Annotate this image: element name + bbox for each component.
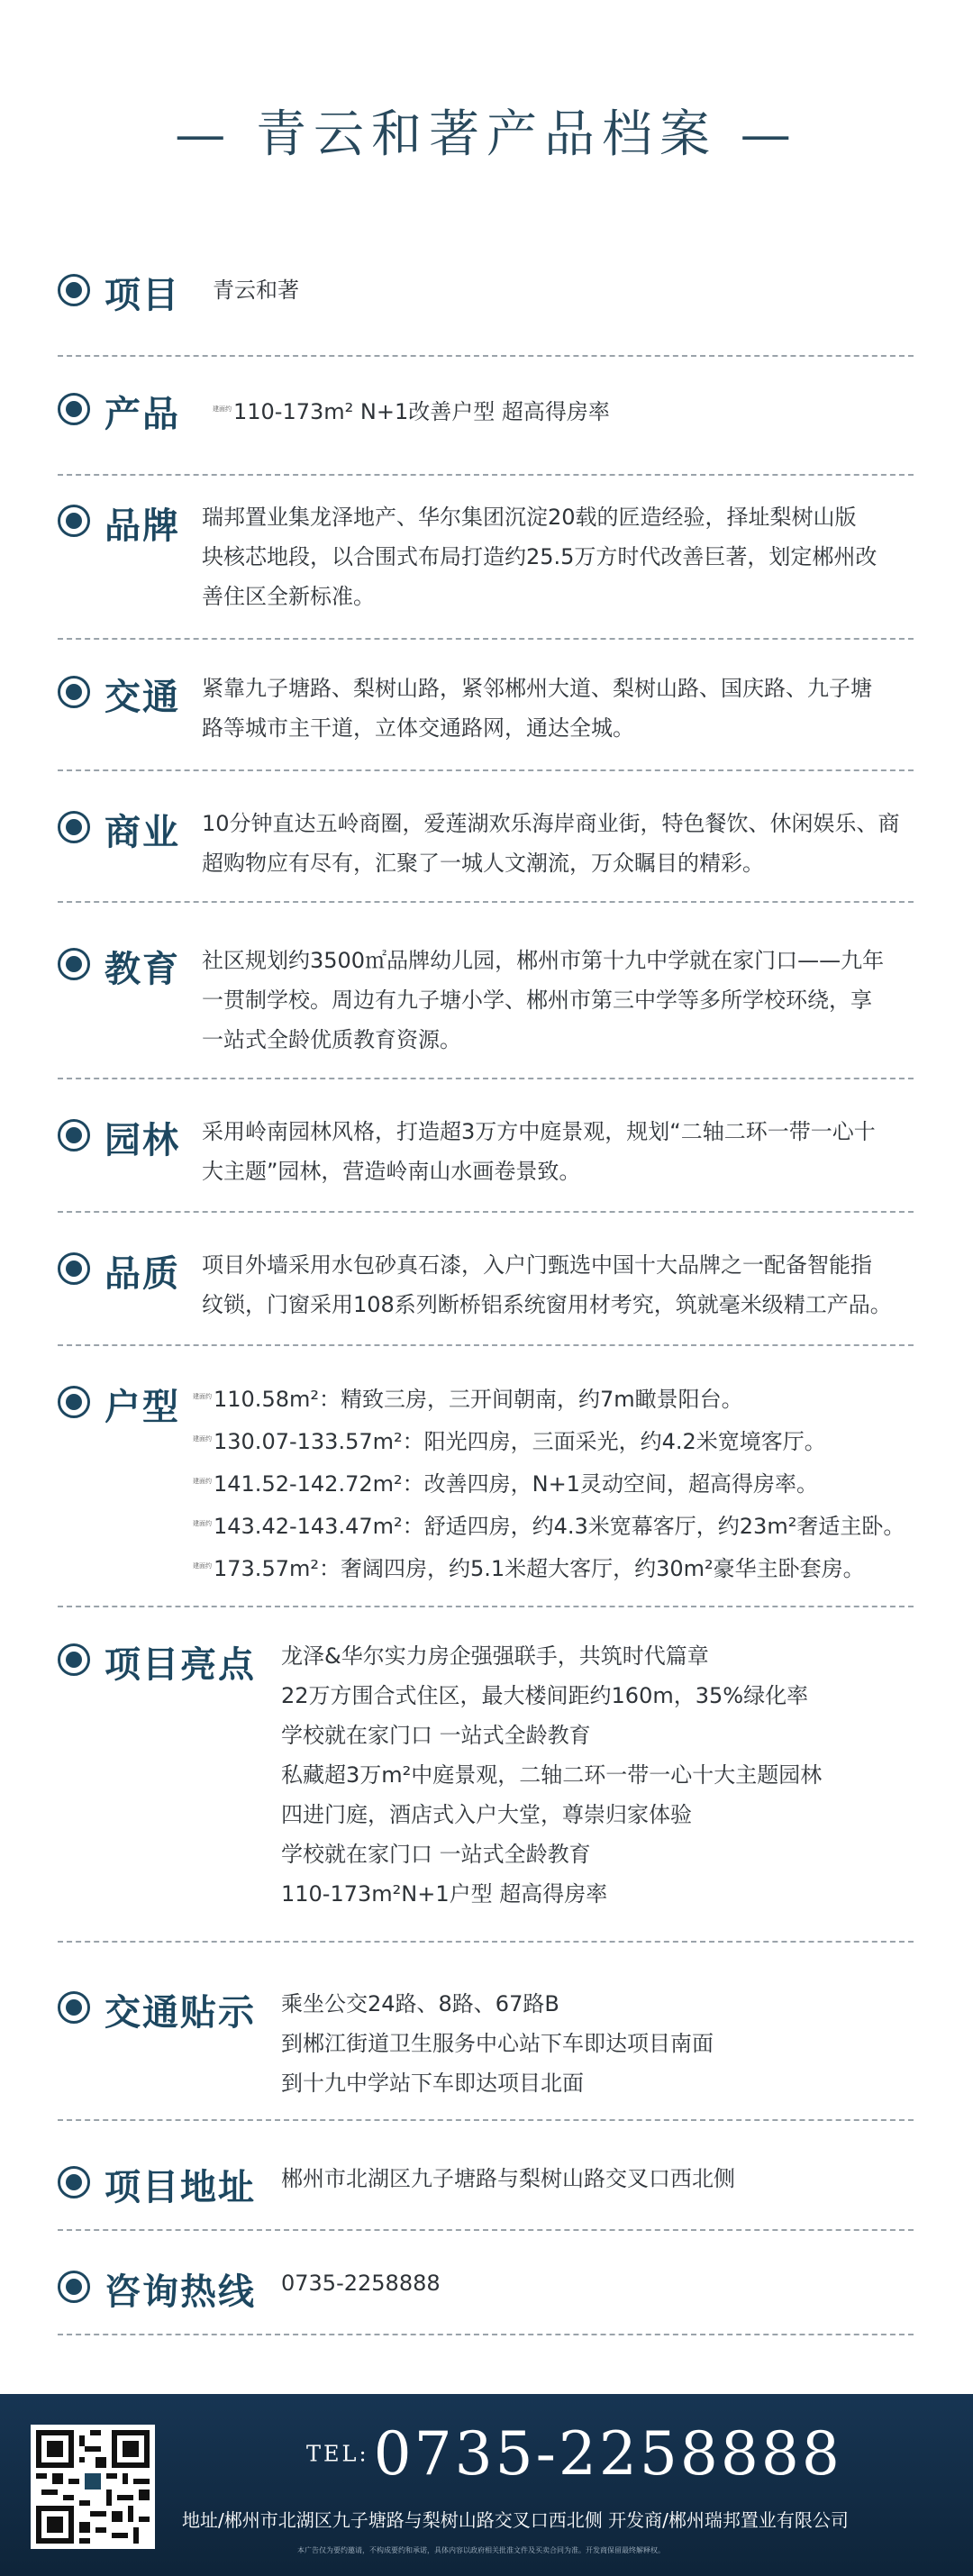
section-label: 教育 xyxy=(105,949,180,990)
section-label: 咨询热线 xyxy=(105,2271,256,2313)
divider xyxy=(58,2334,914,2335)
bullet-icon xyxy=(58,505,90,537)
tel-prefix: TEL: xyxy=(306,2441,369,2467)
divider xyxy=(58,901,914,903)
section-body: 龙泽&华尔实力房企强强联手，共筑时代篇章 22万方围合式住区，最大楼间距约160m，35%绿化率 学校就在家门口 一站式全龄教育 私藏超3万m²中庭景观，二轴二环一带一心十大主题园林 四进门庭，酒店式入户大堂，尊崇归家体验 学校就在家门口 一站式全龄教育 110-173m²N+1户型 超高得房率 xyxy=(281,1643,823,1907)
bullet-icon xyxy=(58,948,90,980)
section-label: 交通贴示 xyxy=(105,1992,256,2034)
section-label: 项目亮点 xyxy=(105,1644,256,1686)
section-body: 瑞邦置业集龙泽地产、华尔集团沉淀20载的匠造经验，择址梨树山版 块核芯地段，以合围式布局打造约25.5万方时代改善巨著，划定郴州改 善住区全新标准。 xyxy=(202,505,878,609)
section-body: $^{建面约}$110.58m²：精致三房，三开间朝南，约7m瞰景阳台。 $^{建面约}$130.07-133.57m²：阳光四房，三面采光，约4.2米宽境客厅。 $^{建面约}$141.52-142.72m²：改善四房，N+1灵动空间，超高得房率。 $^{建面约}$143.42-143.47m²：舒适四房，约4.3米宽幕客厅，约23m²奢适主卧。 $^{建面约}$173.57m²：奢阔四房，约5.1米超大客厅，约30m²豪华主卧套房。 xyxy=(193,1387,905,1581)
bullet-icon xyxy=(58,1386,90,1418)
bullet-icon xyxy=(58,1643,90,1676)
section-body: 紧靠九子塘路、梨树山路，紧邻郴州大道、梨树山路、国庆路、九子塘 路等城市主干道，立体交通路网，通达全城。 xyxy=(202,676,872,741)
bullet-icon xyxy=(58,393,90,425)
section-label: 项目地址 xyxy=(105,2167,256,2208)
tel-line[interactable] xyxy=(306,2419,842,2489)
bullet-icon xyxy=(58,811,90,843)
divider xyxy=(58,2229,914,2231)
divider xyxy=(58,1941,914,1943)
section-label: 商业 xyxy=(105,812,180,853)
divider xyxy=(58,474,914,476)
footer-disclaimer: 本广告仅为要约邀请，不构成要约和承诺，具体内容以政府相关批准文件及买卖合同为准。开发商保留最终解释权。 xyxy=(297,2546,665,2554)
bullet-icon xyxy=(58,2166,90,2198)
bullet-icon xyxy=(58,1991,90,2024)
section-body: 乘坐公交24路、8路、67路B 到郴江街道卫生服务中心站下车即达项目南面 到十九中学站下车即达项目北面 xyxy=(281,1991,714,2096)
divider xyxy=(58,1211,914,1213)
footer-banner xyxy=(0,2394,973,2576)
section-label: 交通 xyxy=(105,677,180,718)
section-label: 园林 xyxy=(105,1120,180,1161)
section-label: 项目 xyxy=(105,275,180,316)
section-body: 社区规划约3500㎡品牌幼儿园，郴州市第十九中学就在家门口——九年 一贯制学校。周边有九子塘小学、郴州市第三中学等多所学校环绕，享 一站式全龄优质教育资源。 xyxy=(202,948,885,1052)
section-label: 户型 xyxy=(105,1387,180,1428)
section-label: 产品 xyxy=(105,394,180,435)
divider xyxy=(58,1078,914,1079)
bullet-icon xyxy=(58,2271,90,2303)
divider xyxy=(58,1606,914,1607)
section-body: 项目外墙采用水包砂真石漆，入户门甄选中国十大品牌之一配备智能指 纹锁，门窗采用108系列断桥铝系统窗用材考究，筑就毫米级精工产品。 xyxy=(202,1252,892,1317)
page-title: — 青云和著产品档案 — xyxy=(175,105,798,164)
section-body: 0735-2258888 xyxy=(281,2271,441,2296)
divider xyxy=(58,638,914,640)
bullet-icon xyxy=(58,274,90,306)
section-label: 品质 xyxy=(105,1253,180,1295)
divider xyxy=(58,1344,914,1346)
divider xyxy=(58,2119,914,2121)
footer-address: 地址/郴州市北湖区九子塘路与梨树山路交叉口西北侧 开发商/郴州瑞邦置业有限公司 xyxy=(182,2509,849,2531)
bullet-icon xyxy=(58,676,90,708)
divider xyxy=(58,769,914,771)
section-label: 品牌 xyxy=(105,505,180,547)
tel-number[interactable]: 0735-2258888 xyxy=(373,2419,842,2489)
section-body: 青云和著 xyxy=(213,278,299,303)
bullet-icon xyxy=(58,1119,90,1151)
section-body: 郴州市北湖区九子塘路与梨树山路交叉口西北侧 xyxy=(281,2166,735,2191)
divider xyxy=(58,355,914,357)
section-body: 采用岭南园林风格，打造超3万方中庭景观，规划“二轴二环一带一心十 大主题”园林，营造岭南山水画卷景致。 xyxy=(202,1119,876,1184)
bullet-icon xyxy=(58,1252,90,1285)
section-body: $^{建面约}$110-173m² N+1改善户型 超高得房率 xyxy=(213,399,610,424)
section-body: 10分钟直达五岭商圈，爱莲湖欢乐海岸商业街，特色餐饮、休闲娱乐、商 超购物应有尽有，汇聚了一城人文潮流，万众瞩目的精彩。 xyxy=(202,811,900,876)
qr-code-icon[interactable] xyxy=(31,2425,155,2549)
